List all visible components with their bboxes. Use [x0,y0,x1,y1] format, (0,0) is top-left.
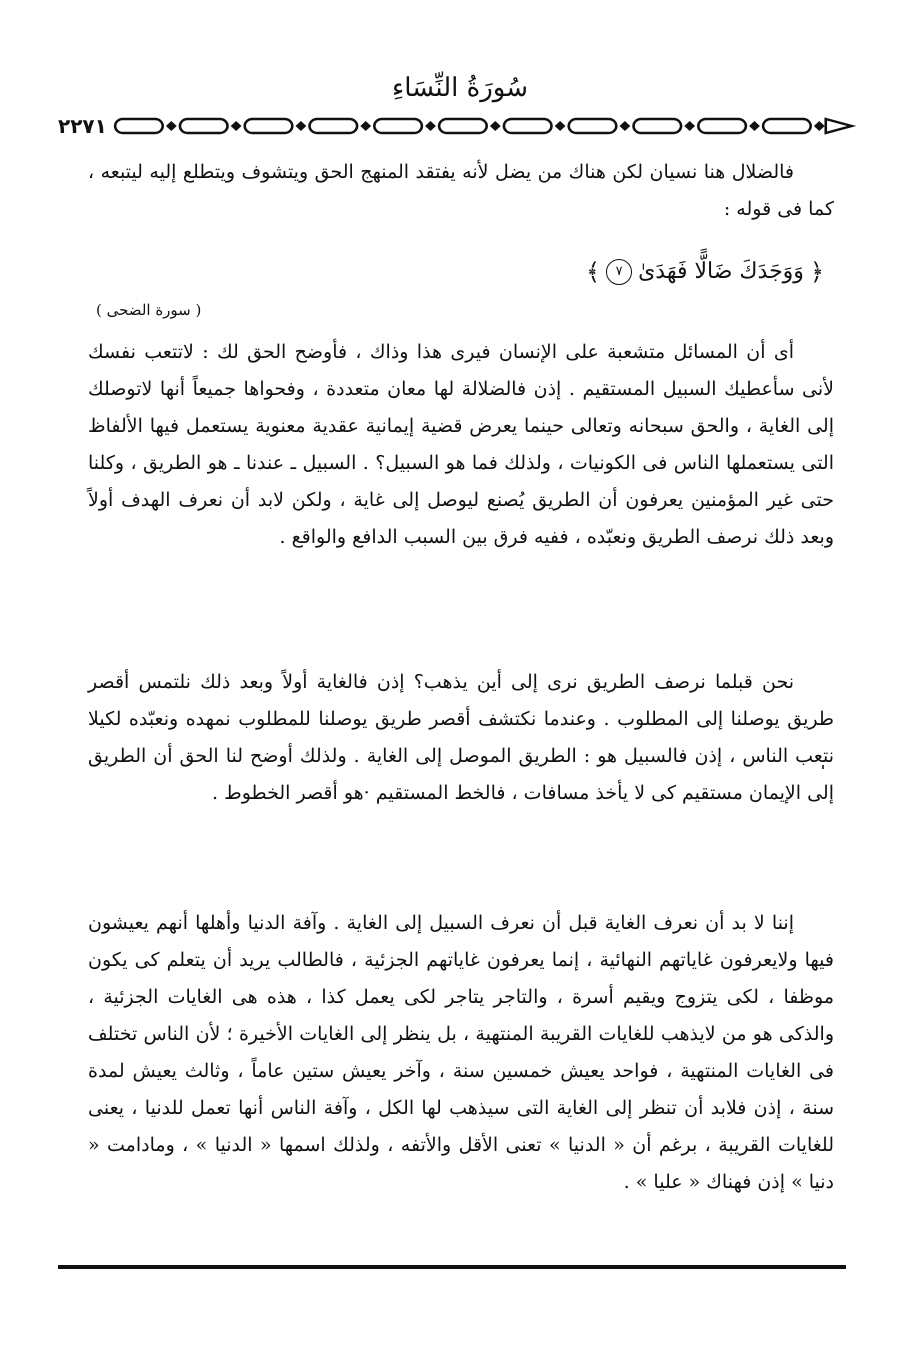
quran-verse [586,252,824,292]
paragraph-text: نحن قبلما نرصف الطريق نرى إلى أين يذهب؟ إذن فالغاية أولاً وبعد ذلك نلتمس أقصر طريق يوصلنا إلى المطلوب . وعندما نكتشف أقصر طريق يوصلنا للمطلوب نمهده ونعبّده لكيلا نتعب الناس ، إذن فالسبيل هو : الطريق الموصل إلى الغاية . ولذلك أوضح لنا الحق أن الطريق إلى الإيمان مستقيم كى لا يأخذ مسافات ، فالخط المستقيم ·هو أقصر الخطوط . [88,671,834,804]
verse-open-bracket: ﴿ [809,258,824,286]
paragraph-1 [88,154,834,228]
ornament-chain-icon [113,112,858,140]
footer-rule [58,1265,846,1269]
verse-close-bracket: ﴾ [586,258,601,286]
page-number: ٢٢٧١ [58,114,107,138]
paragraph-text: فالضلال هنا نسيان لكن هناك من يضل لأنه يفتقد المنهج الحق ويتشوف ويتطلع إليه ليتبعه ، كما فى قوله : [88,161,834,220]
paragraph-text: إننا لا بد أن نعرف الغاية قبل أن نعرف السبيل إلى الغاية . وآفة الدنيا وأهلها أنهم يعيشون فيها ولايعرفون غاياتهم النهائية ، إنما يعرفون غاياتهم الجزئية ، فالطالب يريد أن يتعلم كى يكون موظفا ، لكى يتزوج ويقيم أسرة ، والتاجر يتاجر لكى يعمل كذا ، هذه هى الغايات الجزئية ، والذكى هو من لايذهب للغايات القريبة المنتهية ، بل ينظر إلى الغايات الأخيرة ؛ لأن الناس تختلف فى الغايات المنتهية ، فواحد يعيش خمسين سنة ، وآخر يعيش ستين عاماً ، وثالث يعيش لمدة سنة ، إذن فلابد أن تنظر إلى الغاية التى سيذهب لها الكل ، وآفة الناس أنها تعمل للدنيا ، يعنى للغايات القريبة ، برغم أن « الدنيا » تعنى الأقل والأتفه ، ولذلك اسمها « الدنيا » ، ومادامت « دنيا » إذن فهناك « عليا » . [88,912,834,1193]
paragraph-3 [88,664,834,812]
paragraph-2 [88,334,834,556]
decorative-header-border [58,112,858,140]
surah-title: سُورَةُ النِّسَاءِ [392,73,528,103]
surah-reference: ( سورة الضحى ) [96,301,202,319]
ayah-number: ٧ [606,259,632,285]
paragraph-text: أى أن المسائل متشعبة على الإنسان فيرى هذا وذاك ، فأوضح الحق لك : لاتتعب نفسك لأنى سأعطيك السبيل المستقيم . إذن فالضلالة لها معان متعددة ، وفحواها جميعاً أنها لاتوصلك إلى الغاية ، والحق سبحانه وتعالى حينما يعرض قضية إيمانية عقدية معنوية يستعمل فيها الألفاظ التى يستعملها الناس فى الكونيات ، ولذلك فما هو السبيل؟ . السبيل ـ عندنا ـ هو الطريق ، وكلنا حتى غير المؤمنين يعرفون أن الطريق يُصنع ليوصل إلى غاية ، ولكن لابد أن نعرف الهدف أولاً وبعد ذلك نرصف الطريق ونعبّده ، ففيه فرق بين السبب الدافع والواقع . [88,341,834,548]
verse-text: وَوَجَدَكَ ضَالًّا فَهَدَىٰ [638,259,804,284]
paragraph-4 [88,905,834,1201]
